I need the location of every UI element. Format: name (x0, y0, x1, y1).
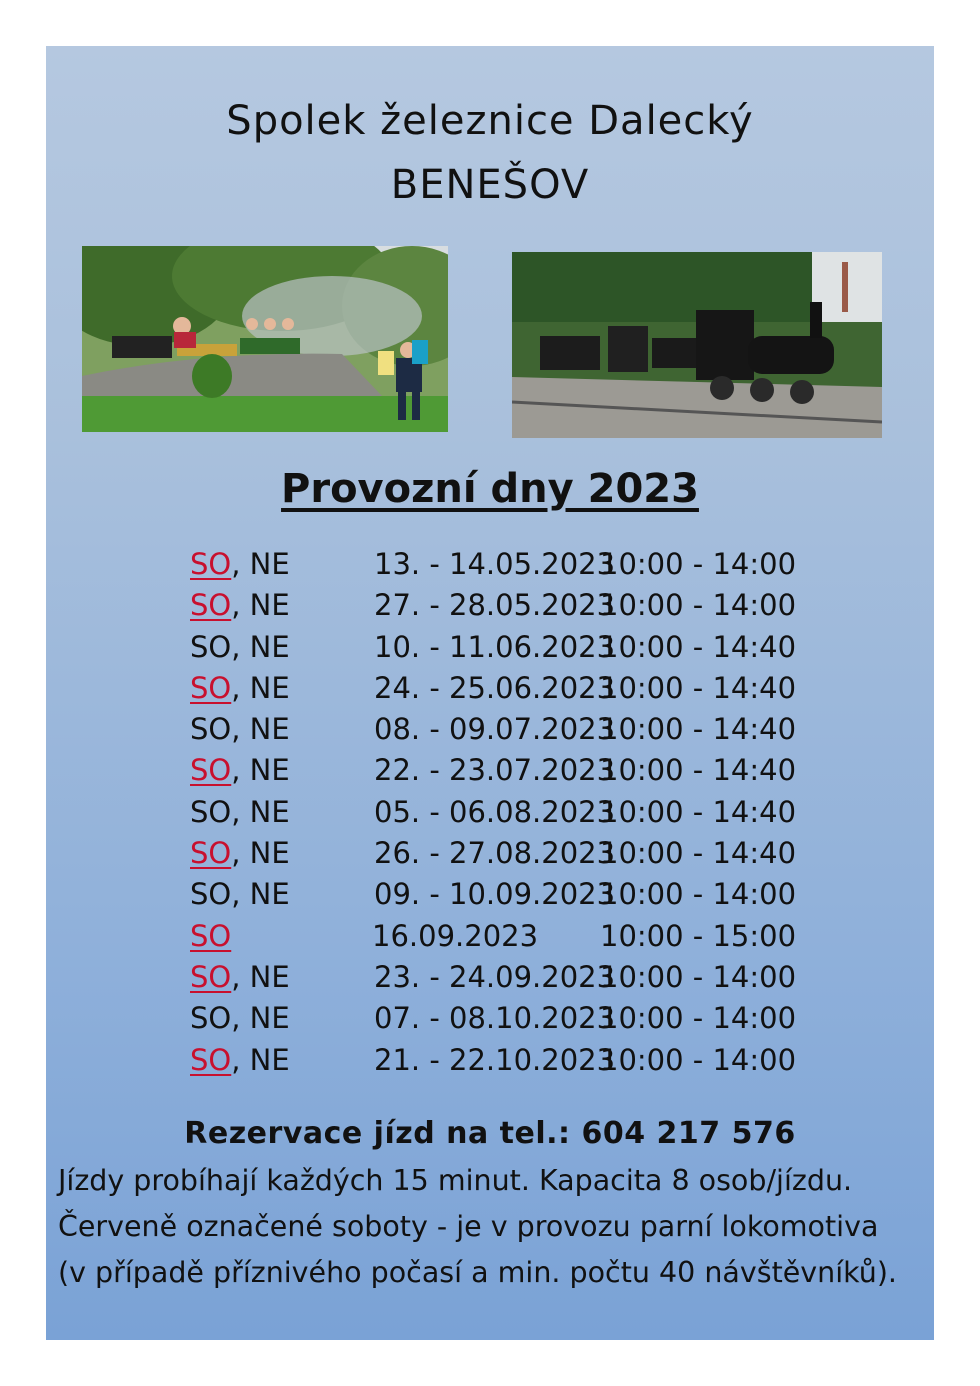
schedule-date: 08. - 09.07.2023 (374, 712, 616, 747)
saturday-steam-label: SO (190, 918, 232, 953)
sunday-label: , NE (231, 1001, 290, 1036)
schedule-date: 16.09.2023 (372, 918, 539, 953)
schedule-time: 10:00 - 14:00 (600, 1042, 797, 1077)
schedule-days (190, 1040, 290, 1081)
sunday-label: , NE (231, 1042, 290, 1077)
saturday-steam-label: SO (190, 753, 232, 788)
schedule-date: 21. - 22.10.2023 (374, 1042, 616, 1077)
operating-days-heading: Provozní dny 2023 (281, 466, 699, 512)
sunday-label: , NE (231, 794, 290, 829)
sunday-label: , NE (231, 547, 290, 581)
schedule-days (190, 709, 290, 750)
schedule-date: 23. - 24.09.2023 (374, 959, 616, 994)
saturday-steam-label: SO (190, 836, 232, 871)
schedule-row (190, 544, 810, 585)
schedule-row (190, 668, 810, 709)
schedule-days (190, 833, 290, 874)
saturday-label: SO (190, 794, 232, 829)
schedule-row (190, 627, 810, 668)
club-location: BENEŠOV (390, 162, 590, 208)
schedule-date: 13. - 14.05.2023 (374, 547, 616, 581)
sunday-label: , NE (231, 877, 290, 912)
schedule-row (190, 750, 810, 791)
saturday-steam-label: SO (190, 959, 232, 994)
saturday-label: SO (190, 877, 232, 912)
saturday-steam-label: SO (190, 670, 232, 705)
saturday-steam-label: SO (190, 588, 232, 623)
schedule-time: 10:00 - 14:40 (600, 836, 797, 871)
sunday-label: , NE (231, 588, 290, 623)
schedule-row (190, 998, 810, 1039)
club-name: Spolek železnice Dalecký (226, 98, 754, 144)
sunday-label: , NE (231, 836, 290, 871)
sunday-label: , NE (231, 629, 290, 664)
schedule-time: 10:00 - 14:00 (600, 547, 797, 581)
schedule-date: 24. - 25.06.2023 (374, 670, 616, 705)
schedule-time: 10:00 - 14:40 (600, 712, 797, 747)
note-frequency-capacity: Jízdy probíhají každých 15 minut. Kapacita 8 osob/jízdu. (58, 1164, 853, 1197)
schedule-time: 10:00 - 14:40 (600, 753, 797, 788)
schedule-time: 10:00 - 14:00 (600, 959, 797, 994)
photo-children-train-ride (82, 246, 448, 432)
sunday-label: , NE (231, 959, 290, 994)
sunday-label: , NE (231, 753, 290, 788)
schedule-date: 05. - 06.08.2023 (374, 794, 616, 829)
schedule-days (190, 750, 290, 791)
saturday-label: SO (190, 629, 232, 664)
saturday-steam-label: SO (190, 547, 232, 581)
schedule-date: 22. - 23.07.2023 (374, 753, 616, 788)
schedule-time: 10:00 - 15:00 (600, 918, 797, 953)
schedule-time: 10:00 - 14:00 (600, 1001, 797, 1036)
schedule-row (190, 833, 810, 874)
sunday-label: , NE (231, 712, 290, 747)
schedule-date: 07. - 08.10.2023 (374, 1001, 616, 1036)
schedule-days (190, 957, 290, 998)
schedule-row (190, 709, 810, 750)
schedule-list (190, 544, 810, 1081)
photo-steam-locomotive (512, 252, 882, 438)
schedule-row (190, 916, 810, 957)
note-steam-saturdays: Červeně označené soboty - je v provozu parní lokomotiva (58, 1210, 879, 1243)
saturday-steam-label: SO (190, 1042, 232, 1077)
schedule-time: 10:00 - 14:40 (600, 670, 797, 705)
schedule-days (190, 792, 290, 833)
schedule-date: 09. - 10.09.2023 (374, 877, 616, 912)
schedule-days (190, 998, 290, 1039)
schedule-row (190, 585, 810, 626)
reservation-phone: Rezervace jízd na tel.: 604 217 576 (184, 1116, 796, 1151)
poster (46, 46, 934, 1340)
schedule-date: 27. - 28.05.2023 (374, 588, 616, 623)
saturday-label: SO (190, 712, 232, 747)
sunday-label: , NE (231, 670, 290, 705)
schedule-row (190, 1040, 810, 1081)
schedule-time: 10:00 - 14:00 (600, 877, 797, 912)
schedule-days (190, 916, 231, 957)
schedule-time: 10:00 - 14:00 (600, 588, 797, 623)
saturday-label: SO (190, 1001, 232, 1036)
schedule-date: 26. - 27.08.2023 (374, 836, 616, 871)
schedule-row (190, 957, 810, 998)
schedule-days (190, 585, 290, 626)
schedule-days (190, 874, 290, 915)
schedule-row (190, 792, 810, 833)
schedule-time: 10:00 - 14:40 (600, 794, 797, 829)
schedule-row (190, 874, 810, 915)
schedule-days (190, 627, 290, 668)
schedule-days (190, 544, 290, 585)
schedule-date: 10. - 11.06.2023 (374, 629, 616, 664)
schedule-time: 10:00 - 14:40 (600, 629, 797, 664)
note-weather-condition: (v případě příznivého počasí a min. počtu 40 návštěvníků). (58, 1256, 897, 1289)
schedule-days (190, 668, 290, 709)
